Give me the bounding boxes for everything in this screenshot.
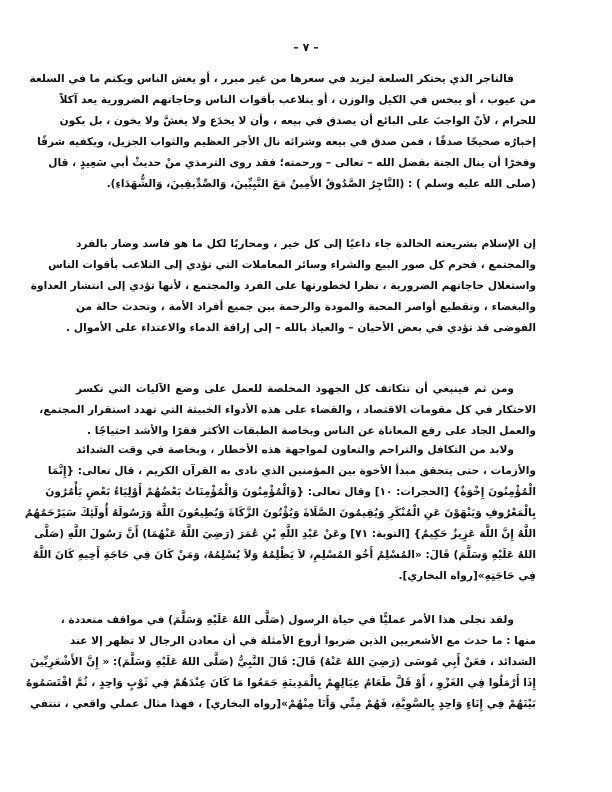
text-line: واستغلال حاجاتهم الضرورية ، نظرا لخطورتها على الفرد والمجتمع ، لأنها تؤدي إلى انتشار العداوة xyxy=(30,280,536,292)
text-line: اللَّهُ إِنَّ اللَّهَ عَزِيزٌ حَكِيمٌ} [التوبة: ٧١] وعَنْ عَبْدِ اللَّهِ بْنِ عُمَرَ (رَضِيَ اللَّهُ عَنْهُمَا) أَنَّ رَسُولَ اللَّهِ (صَلَّى xyxy=(33,528,536,540)
text-line: بِالْمَعْرُوفِ وَيَنْهَوْنَ عَنِ الْمُنْكَرِ وَيُقِيمُونَ الصَّلَاةَ وَيُؤْتُونَ الزَّكَاةَ وَيُطِيعُونَ اللَّهَ وَرَسُولَهُ أُولَئِكَ سَيَرْحَمُهُمُ xyxy=(24,507,536,519)
paragraph-islam-prohibition xyxy=(30,234,536,339)
text-line: الشدائد ، فعَنْ أَبِي مُوسَى (رَضِيَ اللهُ عَنْهُ) قَالَ: قَالَ النَّبِيُّ (صَلَّى اللهُ عَلَيْهِ وَسَلَّمَ): « إِنَّ الأَشْعَرِيِّينَ xyxy=(30,656,536,668)
text-line: والعمل الجاد على رفع المعاناة عن الناس وبخاصة الطبقات الأكثر فقرًا والأشد احتياجًا . xyxy=(87,425,536,437)
paragraph-merchant-honesty xyxy=(29,69,536,195)
text-line: والمجتمع ، فحرم كل صور البيع والشراء وسائر المعاملات التي تؤدي إلى التلاعب بأقوات الناس xyxy=(48,259,536,271)
text-line: ولابد من التكافل والتراحم والتعاون لمواجهة هذه الأخطار ، وبخاصة في وقت الشدائد xyxy=(76,444,514,456)
text-line: الاحتكار في كل مقومات الاقتصاد ، والقضاء على هذه الأدواء الخبيثة التي تهدد استقرار المجتمع، xyxy=(39,404,536,416)
text-line: (صلى الله عليه وسلم ) : (التَّاجِرُ الصَّدُوقُ الأَمِينُ مَعَ النَّبِيِّينَ، وَالصِّدِّيقِينَ، وَالشُّهَدَاءِ). xyxy=(106,178,536,190)
text-line: للحرام ، لأنّ الواجبَ على البائع أن يصدق في بيعه ، وأن لا يخدَع ولا يغشَّ ولا يخون ، بل يكون xyxy=(59,115,536,127)
paragraph-solidarity xyxy=(24,440,536,587)
text-line: والأزمات ، حتى يتحقق مبدأ الأخوة بين المؤمنين الذي نادى به القرآن الكريم ، قال تعالى: {إِنَّمَا xyxy=(47,465,536,477)
text-line: بَيْنَهُمْ فِي إِنَاءٍ وَاحِدٍ بِالسَّوِيَّةِ، فَهُمْ مِنِّي وَأَنَا مِنْهُمْ»[رواه البخاري] ، فهذا مثال عملي واقعي ، تنتفي xyxy=(30,698,536,710)
text-line: اللهُ عَلَيْهِ وَسَلَّمَ) قَالَ: «المُسْلِمُ أَخُو المُسْلِمِ، لاَ يَظْلِمُهُ وَلاَ يُسْلِمُهُ، وَمَنْ كَانَ فِي حَاجَةِ أَخِيهِ كَانَ اللَّهُ xyxy=(32,549,536,561)
text-line: ومن ثم فينبغي أن تتكاتف كل الجهود المخلصة للعمل على وضع الآليات التي تكسر xyxy=(76,383,514,395)
text-line: الفوضى قد تؤدي في بعض الأحيان – والعياذ بالله – إلى إراقة الدماء والاعتداء على الأموال . xyxy=(66,322,536,334)
text-line: إِذَا أَرْمَلُوا فِي الغَزْوِ ، أَوْ قَلَّ طَعَامُ عِيَالِهِمْ بِالْمَدِينَةِ جَمَعُوا مَا كَانَ عِنْدَهُمْ فِي ثَوْبٍ وَاحِدٍ ، ثُمَّ اقْتَسَمُوهُ xyxy=(25,677,536,689)
text-line: من عيوب ، أو يبخس في الكيل والوزن ، أو يتلاعب بأقوات الناس وحاجاتهم الضرورية يعد آكلاً xyxy=(59,94,536,106)
page-number: – ٧ – xyxy=(293,41,319,54)
text-line: إن الإسلام بشريعته الخالدة جاء داعيًا إلى كل خير ، ومحاربًا لكل ما هو فاسد وضار بالفرد xyxy=(76,238,536,250)
text-line: والبغضاء ، وتقطيع أواصر المحبة والمودة والرحمة بين جميع أفراد الأمة ، وتحدث حالة من xyxy=(76,301,536,313)
paragraph-joint-efforts xyxy=(39,379,536,442)
paragraph-ashari-example xyxy=(25,610,536,715)
text-line: منها : ما حدث مع الأشعريين الذين ضربوا أروع الأمثلة في أن معادن الرجال لا تظهر إلا عند xyxy=(69,635,536,647)
text-line: إخبارُه صحيحًا صدقًا ، فمن صدق في بيعه وشرائه نال الأجر العظيم والثواب الجزيل، ويكفيه شرفًا xyxy=(37,136,536,148)
text-line: ولقد تجلى هذا الأمر عمليًّا في حياة الرسول (صَلَّى اللهُ عَلَيْهِ وَسَلَّمَ) في مواقف متعددة ، xyxy=(60,614,514,626)
text-line: فِي حَاجَتِهِ»[رواه البخاري]. xyxy=(398,570,536,582)
text-line: فالتاجر الذي يحتكر السلعة ليزيد في سعرها من غير مبرر ، أو يغش الناس ويكتم ما في السلعة xyxy=(29,73,514,85)
text-line: وفخرًا أن ينال الجنة بفضل الله – تعالى – ورحمته؛ فقد روى الترمذي منْ حديثْ أبي سَعِيدٍ ، قال xyxy=(48,157,536,169)
text-line: الْمُؤْمِنُونَ إِخْوَةٌ} [الحجرات: ١٠] وقال تعالى: {وَالْمُؤْمِنُونَ وَالْمُؤْمِنَاتُ بَعْضُهُمْ أَوْلِيَاءُ بَعْضٍ يَأْمُرُونَ xyxy=(45,486,536,498)
